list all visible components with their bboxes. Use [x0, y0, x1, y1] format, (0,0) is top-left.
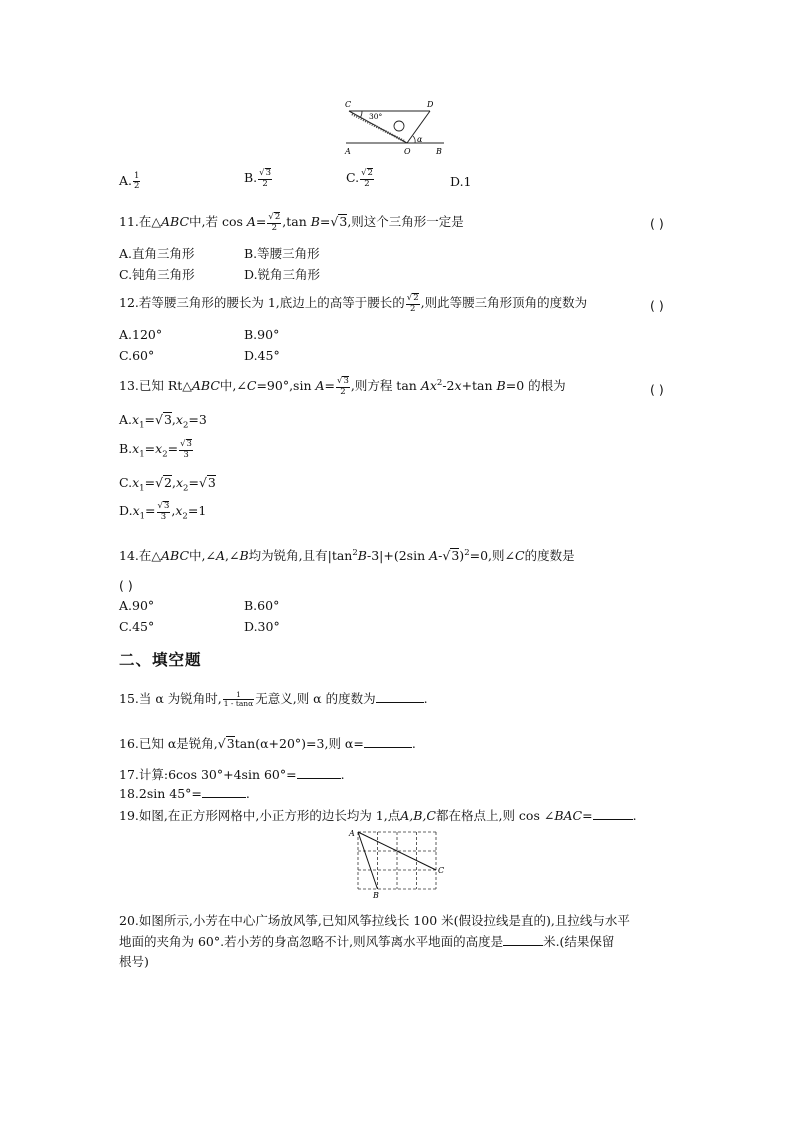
- q19-answer-blank[interactable]: [593, 807, 633, 820]
- q10-option-a[interactable]: A. $\frac{1}{2}$: [119, 171, 140, 191]
- q10-option-d[interactable]: D.1: [450, 174, 472, 189]
- q16-stem: 16.已知 α是锐角,√3tan(α+20°)=3,则 α= .: [119, 736, 416, 751]
- q16-answer-blank[interactable]: [364, 735, 412, 748]
- q12-option-a[interactable]: A.120°: [119, 327, 163, 342]
- q17-stem: 17.计算:6cos 30°+4sin 60°= .: [119, 767, 345, 782]
- q20-line2: 地面的夹角为 60°.若小芳的身高忽略不计,则风筝离水平地面的高度是 米.(结果保留: [119, 934, 615, 949]
- fig10-label-a: A: [345, 147, 351, 156]
- q13-option-b[interactable]: $B.x_1=x_2=$ $\frac{√3}{3}$: [119, 439, 192, 460]
- q10-option-c[interactable]: C. $\frac{√2}{2}$: [346, 168, 373, 189]
- q14-stem: 14.在△ABC中,∠A,∠B均为锐角,且有$|\tan^2B-3|+(2\sin$ A-√3)$^2$=0,则∠C的度数是: [119, 547, 575, 563]
- q17-answer-blank[interactable]: [297, 766, 341, 779]
- fig10-label-b: B: [436, 147, 442, 156]
- q12-option-c[interactable]: C.60°: [119, 348, 155, 363]
- q14-option-c[interactable]: C.45°: [119, 619, 155, 634]
- q13-answer-paren[interactable]: ( ): [650, 382, 664, 397]
- q10-option-b[interactable]: B. $\frac{√3}{2}$: [244, 168, 272, 189]
- q14-option-a[interactable]: A.90°: [119, 598, 155, 613]
- q13-option-a[interactable]: $A.x_1=√3,x_2=3$: [119, 412, 207, 431]
- q12-option-b[interactable]: B.90°: [244, 327, 280, 342]
- q19-stem: 19.如图,在正方形网格中,小正方形的边长均为 1,点A,B,C都在格点上,则 cos ∠BAC= .: [119, 808, 637, 823]
- q19-label-b: B: [373, 891, 379, 900]
- q13-option-d[interactable]: $D.x_1=$ $\frac{√3}{3}$ $,x_2=1$: [119, 501, 207, 522]
- q11-answer-paren[interactable]: ( ): [650, 216, 664, 231]
- fig10-angle-30: 30°: [369, 112, 383, 121]
- section-heading: 二、填空题: [119, 651, 202, 669]
- q14-option-d[interactable]: D.30°: [244, 619, 280, 634]
- fig10-alpha: α: [417, 135, 423, 144]
- q12-option-d[interactable]: D.45°: [244, 348, 280, 363]
- q14-option-b[interactable]: B.60°: [244, 598, 280, 613]
- q11-option-c[interactable]: C.钝角三角形: [119, 267, 195, 282]
- fig10-label-d: D: [427, 100, 434, 109]
- q12-stem: 12.若等腰三角形的腰长为 1,底边上的高等于腰长的 $\frac{√2}{2}$ ,则此等腰三角形顶角的度数为: [119, 293, 588, 314]
- q19-label-c: C: [438, 866, 445, 875]
- q10-figure: [340, 96, 452, 158]
- q20-line1: 20.如图所示,小芳在中心广场放风筝,已知风筝拉线长 100 米(假设拉线是直的),且拉线与水平: [119, 913, 630, 928]
- fig10-label-c: C: [345, 100, 352, 109]
- q11-stem: 11.在△ABC中,若 cos A= $\frac{√2}{2}$ ,tan B=√3,则这个三角形一定是: [119, 212, 464, 233]
- q15-answer-blank[interactable]: [376, 690, 424, 703]
- q12-answer-paren[interactable]: ( ): [650, 298, 664, 313]
- fig10-label-o: O: [404, 147, 411, 156]
- q19-label-a: A: [349, 829, 355, 838]
- q19-grid-figure: [346, 826, 450, 900]
- q15-stem: 15.当 α 为锐角时, $\frac{1}{1 - \tan\alpha}$ 无意义,则 α 的度数为 .: [119, 690, 428, 708]
- q20-line3: 根号): [119, 954, 149, 969]
- q13-stem: 13.已知 Rt△ABC中,∠C=90°,sin A= $\frac{√3}{2}$ ,则方程 $\tan Ax^2-2x+\tan$ B=0 的根为: [119, 376, 566, 397]
- q18-stem: 18.2sin 45°= .: [119, 786, 250, 801]
- q13-option-c[interactable]: $C.x_1=√2,x_2=√3$: [119, 475, 216, 494]
- q20-answer-blank[interactable]: [503, 933, 543, 946]
- q11-option-a[interactable]: A.直角三角形: [119, 246, 195, 261]
- q11-option-b[interactable]: B.等腰三角形: [244, 246, 320, 261]
- q14-answer-paren[interactable]: ( ): [119, 578, 133, 593]
- q18-answer-blank[interactable]: [202, 785, 246, 798]
- q11-option-d[interactable]: D.锐角三角形: [244, 267, 321, 282]
